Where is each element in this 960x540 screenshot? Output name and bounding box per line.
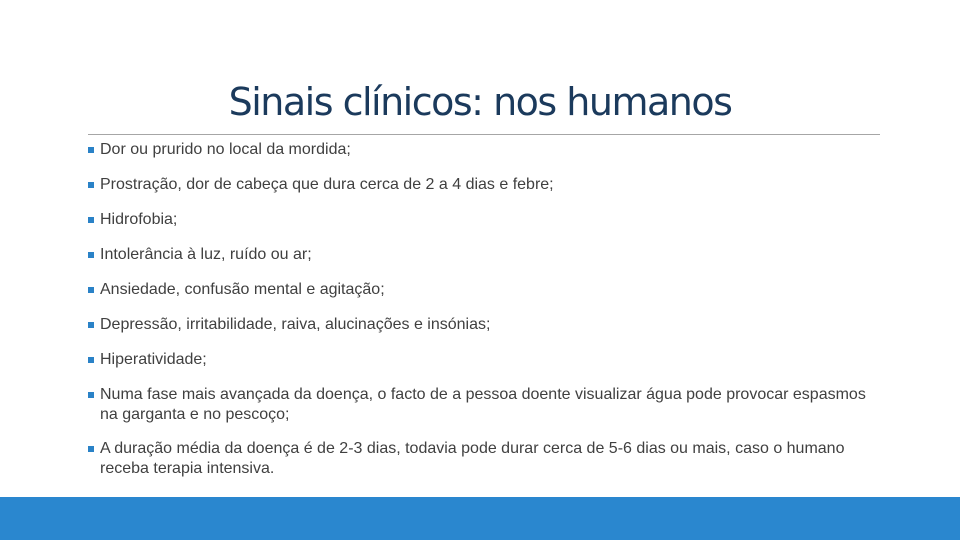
list-item	[88, 439, 888, 479]
square-bullet-icon	[88, 357, 94, 363]
square-bullet-icon	[88, 182, 94, 188]
list-item	[88, 175, 888, 195]
list-item-text: Hidrofobia;	[100, 211, 178, 228]
slide-title: Sinais clínicos: nos humanos	[228, 80, 732, 124]
square-bullet-icon	[88, 252, 94, 258]
list-item-text: A duração média da doença é de 2-3 dias, todavia pode durar cerca de 5-6 dias ou mais, caso o humano receba terapia intensiva.	[100, 440, 845, 477]
list-item-text: Ansiedade, confusão mental e agitação;	[100, 281, 385, 298]
square-bullet-icon	[88, 446, 94, 452]
list-item	[88, 280, 888, 300]
square-bullet-icon	[88, 287, 94, 293]
list-item	[88, 140, 888, 160]
list-item	[88, 315, 888, 335]
list-item-text: Prostração, dor de cabeça que dura cerca de 2 a 4 dias e febre;	[100, 176, 554, 193]
square-bullet-icon	[88, 322, 94, 328]
square-bullet-icon	[88, 147, 94, 153]
list-item	[88, 210, 888, 230]
list-item-text: Dor ou prurido no local da mordida;	[100, 141, 351, 158]
list-item	[88, 385, 888, 425]
bullet-list	[88, 140, 888, 493]
list-item-text: Hiperatividade;	[100, 351, 207, 368]
list-item-text: Depressão, irritabilidade, raiva, alucinações e insónias;	[100, 316, 491, 333]
list-item	[88, 350, 888, 370]
square-bullet-icon	[88, 217, 94, 223]
title-divider	[88, 134, 880, 135]
footer-band	[0, 497, 960, 540]
square-bullet-icon	[88, 392, 94, 398]
list-item	[88, 245, 888, 265]
list-item-text: Numa fase mais avançada da doença, o facto de a pessoa doente visualizar água pode provocar espasmos na garganta e no pescoço;	[100, 386, 866, 423]
list-item-text: Intolerância à luz, ruído ou ar;	[100, 246, 312, 263]
